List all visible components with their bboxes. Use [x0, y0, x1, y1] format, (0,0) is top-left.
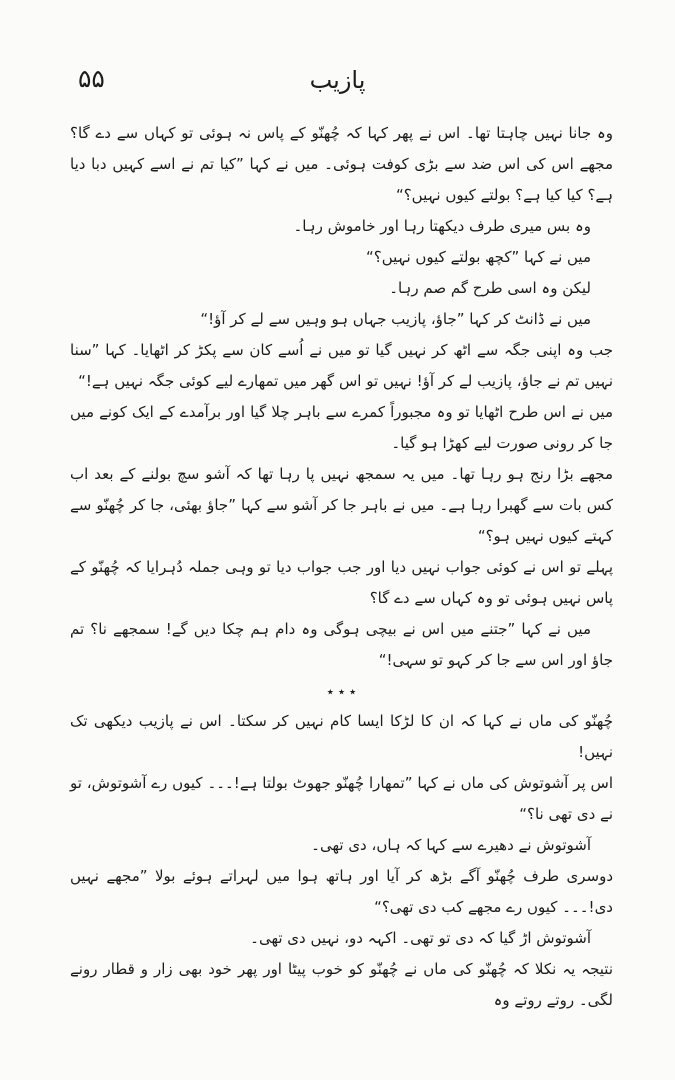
- paragraph: میں نے کہا ”جتنے میں اس نے بیچی ہوگی وہ دام ہم چکا دیں گے! سمجھے نا؟ تم جاؤ اور اس سے جا کر کہو تو سہی!“: [70, 620, 613, 669]
- paragraph: میں نے اس طرح اٹھایا تو وہ مجبوراً کمرے سے باہر چلا گیا اور برآمدے کے ایک کونے میں جا کر رونی صورت لیے کھڑا ہو گیا۔: [70, 403, 613, 452]
- paragraph: آشوتوش اڑ گیا کہ دی تو تھی۔ اکہہ دو، نہیں دی تھی۔: [250, 929, 591, 947]
- paragraph: مجھے بڑا رنج ہو رہا تھا۔ میں یہ سمجھ نہیں پا رہا تھا کہ آشو سچ بولنے کے بعد اب کس بات سے گھبرا رہا ہے۔ میں نے باہر جا کر آشو سے کہا ”جاؤ بھئی، جا کر چُھنّو سے کہتے کیوں نہیں ہو؟“: [70, 465, 613, 545]
- paragraph: میں نے کہا ”کچھ بولتے کیوں نہیں؟“: [365, 248, 591, 266]
- paragraph: دوسری طرف چُھنّو آگے بڑھ کر آیا اور ہاتھ ہوا میں لہراتے ہوئے بولا ”مجھے نہیں دی!۔۔۔ کیوں رے مجھے کب دی تھی؟“: [70, 867, 613, 916]
- paragraph: وہ بس میری طرف دیکھتا رہا اور خاموش رہا۔: [293, 217, 591, 235]
- paragraph: وہ جانا نہیں چاہتا تھا۔ اس نے پھر کہا کہ چُھنّو کے پاس نہ ہوئی تو کہاں سے دے گا؟ مجھے اس کی اس ضد سے بڑی کوفت ہوئی۔ میں نے کہا ”کیا تم نے اسے کہیں دبا دیا ہے؟ کیا کیا ہے؟ بولتے کیوں نہیں؟“: [70, 124, 613, 204]
- paragraph: نتیجہ یہ نکلا کہ چُھنّو کی ماں نے چُھنّو کو خوب پیٹا اور پھر خود بھی زار و قطار رونے لگی۔ روتے روتے وہ: [70, 960, 613, 1009]
- paragraph: پہلے تو اس نے کوئی جواب نہیں دیا اور جب جواب دیا تو وہی جملہ دُہرایا کہ چُھنّو کے پاس نہیں ہوئی تو وہ کہاں سے دے گا؟: [70, 558, 613, 607]
- section-break: ٭ ٭ ٭: [326, 685, 357, 700]
- paragraph: لیکن وہ اسی طرح گم صم رہا۔: [389, 279, 591, 297]
- paragraph: آشوتوش نے دھیرے سے کہا کہ ہاں، دی تھی۔: [311, 836, 591, 854]
- paragraph: جب وہ اپنی جگہ سے اٹھ کر نہیں گیا تو میں نے اُسے کان سے پکڑ کر اٹھایا۔ کہا ”سنا نہیں تم نے جاؤ، پازیب لے کر آؤ! نہیں تو اس گھر میں تمھارے لیے کوئی جگہ نہیں ہے!“: [70, 341, 613, 390]
- body-text: [70, 118, 613, 1016]
- paragraph: اس پر آشوتوش کی ماں نے کہا ”تمھارا چُھنّو جھوٹ بولتا ہے!۔۔۔ کیوں رے آشوتوش، تو نے دی تھی نا؟“: [70, 774, 613, 823]
- page-header: [0, 64, 675, 104]
- paragraph: میں نے ڈانٹ کر کہا ”جاؤ، پازیب جہاں ہو وہیں سے لے کر آؤ!“: [200, 310, 591, 328]
- page-number: ۵۵: [78, 64, 105, 93]
- paragraph: چُھنّو کی ماں نے کہا کہ ان کا لڑکا ایسا کام نہیں کر سکتا۔ اس نے پازیب دیکھی تک نہیں!: [70, 712, 613, 761]
- running-title: پازیب: [309, 66, 366, 94]
